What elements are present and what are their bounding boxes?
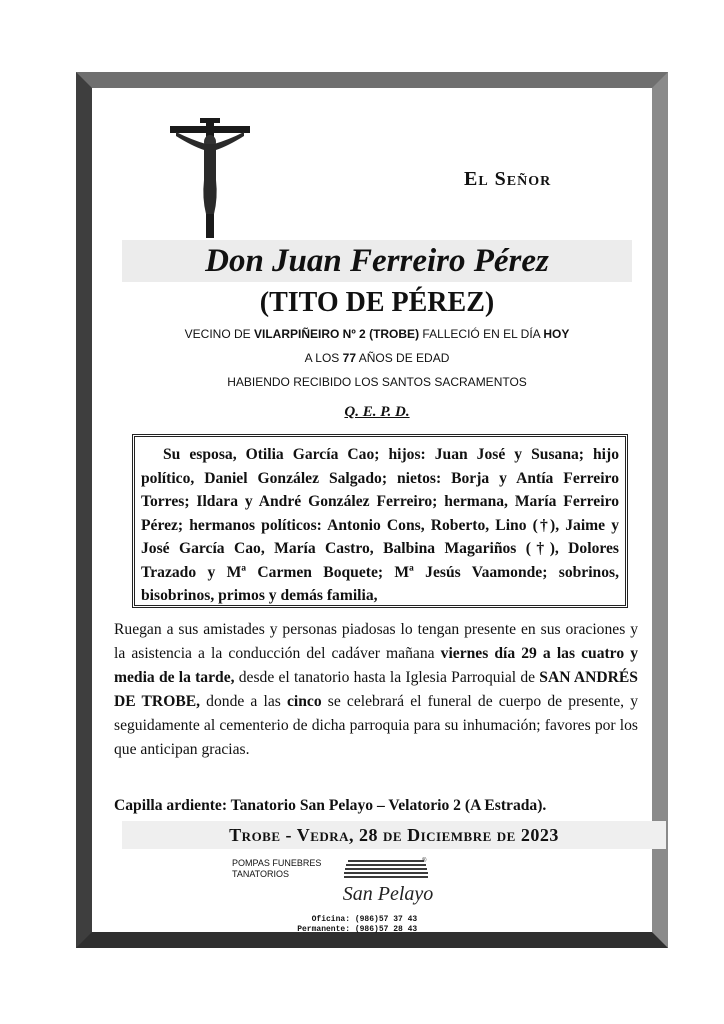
ceremony-part: desde el tanatorio hasta la Iglesia Parroquial de <box>234 669 540 686</box>
info-place: VILARPIÑEIRO Nº 2 (TROBE) <box>254 327 420 341</box>
office-contact <box>262 915 417 925</box>
funeral-home-labels <box>232 858 321 880</box>
ceremony-church: SAN ANDRÉS DE TROBE, <box>114 669 638 710</box>
info-day: HOY <box>543 327 570 341</box>
info-text: AÑOS DE EDAD <box>356 351 450 365</box>
obituary-frame <box>76 72 668 948</box>
info-age: 77 <box>342 351 357 365</box>
ceremony-text <box>114 618 638 762</box>
office-phone: (986)57 37 43 <box>354 915 418 924</box>
ceremony-part: Ruegan a sus amistades y personas piadosas lo tengan presente en sus oraciones y la asistencia a la conducción del cadáver mañana <box>114 621 638 662</box>
family-box <box>132 434 628 608</box>
pompas-label: POMPAS FUNEBRES <box>232 858 322 868</box>
obituary-content <box>92 88 652 932</box>
info-text: FALLECIÓ EN EL DÍA <box>419 327 544 341</box>
permanent-label: Permanente: <box>297 925 350 934</box>
ceremony-part: se celebrará el funeral de cuerpo de presente, y seguidamente al cementerio de dicha parroquia para su inhumación; favores por los que anticipan gracias. <box>114 693 638 758</box>
deceased-nickname: (TITO DE PÉREZ) <box>259 287 495 318</box>
contact-info <box>262 915 417 935</box>
deceased-name: Don Juan Ferreiro Pérez <box>205 243 549 279</box>
logo-text: San Pelayo <box>342 883 434 905</box>
ceremony-time: viernes día 29 a las cuatro y media de la tarde, <box>114 645 639 686</box>
info-line-1 <box>122 326 632 342</box>
tanatorios-label: TANATORIOS <box>232 869 290 879</box>
capilla-ardiente: Capilla ardiente: Tanatorio San Pelayo – Velatorio 2 (A Estrada). <box>114 797 547 814</box>
permanent-phone: (986)57 28 43 <box>354 925 418 934</box>
office-label: Oficina: <box>311 915 350 924</box>
registered-mark: ® <box>422 858 427 864</box>
info-line-2 <box>122 350 632 366</box>
senor-heading: El Señor <box>464 168 552 190</box>
ceremony-hour: cinco <box>286 693 322 710</box>
info-line-3: HABIENDO RECIBIDO LOS SANTOS SACRAMENTOS <box>227 375 527 389</box>
permanent-contact <box>262 925 417 935</box>
info-text: VECINO DE <box>184 327 254 341</box>
san-pelayo-logo <box>340 856 436 916</box>
crucifix-icon <box>170 118 250 238</box>
place-date: Trobe - Vedra, 28 de Diciembre de 2023 <box>229 825 559 845</box>
info-text: A LOS <box>304 351 343 365</box>
qepd-label: Q. E. P. D. <box>344 404 410 420</box>
family-text: Su esposa, Otilia García Cao; hijos: Juan José y Susana; hijo político, Daniel González Salgado; nietos: Borja y Antía Ferreiro Torres; Ildara y André González Ferreiro; hermana, María Ferreiro Pérez; hermanos políticos: Antonio Cons, Roberto, Lino (†), Jaime y José García Cao, María Castro, Balbina Magariños (†), Dolores Trazado y Mª Carmen Boquete; Mª Jesús Vaamonde; sobrinos, bisobrinos, primos y demás familia, <box>141 446 619 604</box>
ceremony-part: donde a las <box>200 693 287 710</box>
